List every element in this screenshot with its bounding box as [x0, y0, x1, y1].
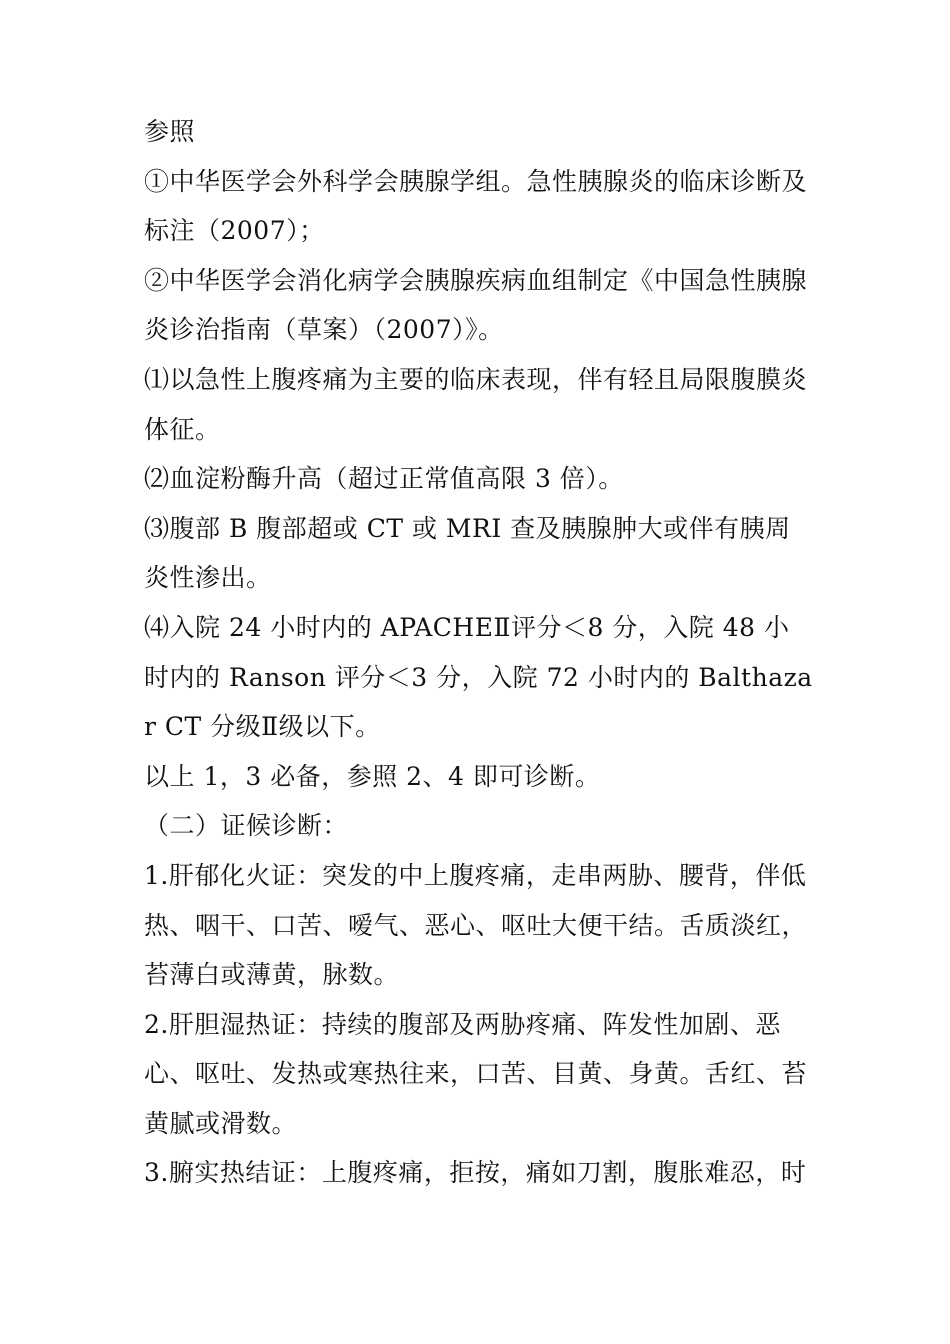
- paragraph-criterion-4: ⑷入院 24 小时内的 APACHEⅡ评分＜8 分，入院 48 小时内的 Ranson 评分＜3 分，入院 72 小时内的 Balthazar CT 分级Ⅱ级以下。: [144, 612, 813, 742]
- document-body: [144, 107, 814, 1198]
- paragraph-criterion-3: ⑶腹部 B 腹部超或 CT 或 MRI 查及胰腺肿大或伴有胰周炎性渗出。: [144, 513, 791, 593]
- paragraph-syndrome-1: 1.肝郁化火证：突发的中上腹疼痛，走串两胁、腰背，伴低热、咽干、口苦、嗳气、恶心、呕吐大便干结。舌质淡红，苔薄白或薄黄，脉数。: [144, 860, 808, 990]
- paragraph-syndrome-2: 2.肝胆湿热证：持续的腹部及两胁疼痛、阵发性加剧、恶心、呕吐、发热或寒热往来，口苦、目黄、身黄。舌红、苔黄腻或滑数。: [144, 1009, 808, 1138]
- paragraph-reference-heading: 参照: [144, 117, 196, 146]
- paragraph-diagnosis-rule: 以上 1，3 必备，参照 2、4 即可诊断。: [144, 761, 601, 791]
- paragraph-criterion-2: ⑵血淀粉酶升高（超过正常值高限 3 倍）。: [144, 464, 624, 494]
- paragraph-reference-2: ②中华医学会消化病学会胰腺疾病血组制定《中国急性胰腺炎诊治指南（草案）（2007）》。: [144, 265, 808, 345]
- paragraph-reference-1: ①中华医学会外科学会胰腺学组。急性胰腺炎的临床诊断及标注（2007）；: [144, 166, 808, 246]
- paragraph-syndrome-3: 3.腑实热结证：上腹疼痛，拒按，痛如刀割，腹胀难忍，时: [144, 1158, 807, 1188]
- paragraph-criterion-1: ⑴以急性上腹疼痛为主要的临床表现，伴有轻且局限腹膜炎体征。: [144, 364, 808, 444]
- paragraph-section-heading: （二）证候诊断：: [144, 811, 349, 841]
